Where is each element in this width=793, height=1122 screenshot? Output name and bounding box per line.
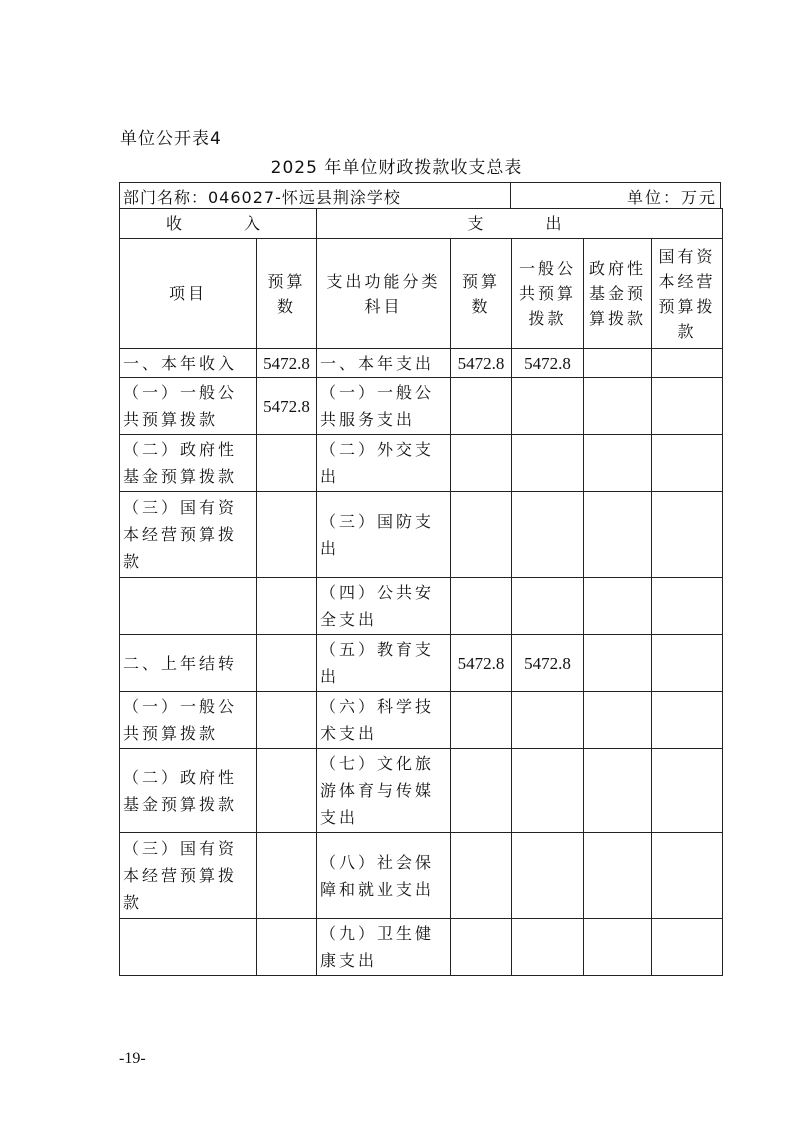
general-public-cell: [512, 378, 584, 435]
expense-budget-cell: [451, 578, 512, 635]
general-public-cell: [512, 692, 584, 749]
table-row: [120, 919, 723, 976]
page-title: 2025 年单位财政拨款收支总表: [270, 158, 523, 178]
income-budget-cell: 5472.8: [257, 349, 317, 378]
col-budget: 预算数: [257, 239, 317, 349]
col-function-class: 支出功能分类科目: [317, 239, 451, 349]
table-row: [120, 635, 723, 692]
expense-budget-cell: [451, 749, 512, 833]
income-item-cell: （三）国有资本经营预算拨款: [120, 492, 257, 578]
gov-fund-cell: [584, 349, 652, 378]
income-item-cell: （二）政府性基金预算拨款: [120, 435, 257, 492]
expense-budget-cell: [451, 692, 512, 749]
state-capital-cell: [652, 692, 723, 749]
income-item-cell: 二、上年结转: [120, 635, 257, 692]
general-public-cell: [512, 578, 584, 635]
col-state-capital: 国有资本经营预算拨款: [652, 239, 723, 349]
expense-budget-cell: [451, 492, 512, 578]
expense-budget-cell: 5472.8: [451, 635, 512, 692]
state-capital-cell: [652, 578, 723, 635]
table-row: [120, 435, 723, 492]
gov-fund-cell: [584, 435, 652, 492]
state-capital-cell: [652, 435, 723, 492]
col-budget-2: 预算数: [451, 239, 512, 349]
expense-item-cell: （五）教育支出: [317, 635, 451, 692]
col-gov-fund: 政府性基金预算拨款: [584, 239, 652, 349]
state-capital-cell: [652, 349, 723, 378]
general-public-cell: [512, 492, 584, 578]
table-row: [120, 378, 723, 435]
expense-item-cell: （八）社会保障和就业支出: [317, 833, 451, 919]
income-item-cell: （二）政府性基金预算拨款: [120, 749, 257, 833]
meta-divider: [510, 183, 511, 209]
col-general-public: 一般公共预算拨款: [512, 239, 584, 349]
income-budget-cell: [257, 435, 317, 492]
general-public-cell: [512, 833, 584, 919]
expense-item-cell: （四）公共安全支出: [317, 578, 451, 635]
gov-fund-cell: [584, 492, 652, 578]
general-public-cell: [512, 435, 584, 492]
expense-header: 支 出: [317, 209, 723, 239]
expense-budget-cell: 5472.8: [451, 349, 512, 378]
table-body: [120, 349, 723, 976]
state-capital-cell: [652, 833, 723, 919]
gov-fund-cell: [584, 692, 652, 749]
income-budget-cell: 5472.8: [257, 378, 317, 435]
gov-fund-cell: [584, 749, 652, 833]
income-budget-cell: [257, 578, 317, 635]
expense-item-cell: 一、本年支出: [317, 349, 451, 378]
income-item-cell: 一、本年收入: [120, 349, 257, 378]
table-row: [120, 749, 723, 833]
income-item-cell: [120, 578, 257, 635]
table-row: [120, 833, 723, 919]
general-public-cell: [512, 919, 584, 976]
state-capital-cell: [652, 378, 723, 435]
page-label: 单位公开表4: [120, 129, 222, 149]
expense-budget-cell: [451, 919, 512, 976]
income-item-cell: （一）一般公共预算拨款: [120, 692, 257, 749]
budget-table: [119, 208, 723, 976]
table-row: [120, 492, 723, 578]
expense-item-cell: （六）科学技术支出: [317, 692, 451, 749]
expense-budget-cell: [451, 833, 512, 919]
unit-label: 单位：万元: [626, 188, 717, 207]
gov-fund-cell: [584, 578, 652, 635]
state-capital-cell: [652, 749, 723, 833]
expense-budget-cell: [451, 378, 512, 435]
state-capital-cell: [652, 919, 723, 976]
department-name: 部门名称：046027-怀远县荆涂学校: [123, 188, 401, 207]
general-public-cell: 5472.8: [512, 349, 584, 378]
table-row: [120, 578, 723, 635]
gov-fund-cell: [584, 378, 652, 435]
table-row: [120, 692, 723, 749]
col-item: 项目: [120, 239, 257, 349]
income-budget-cell: [257, 833, 317, 919]
expense-item-cell: （二）外交支出: [317, 435, 451, 492]
expense-item-cell: （九）卫生健康支出: [317, 919, 451, 976]
table-meta-row: [119, 182, 721, 208]
income-item-cell: （一）一般公共预算拨款: [120, 378, 257, 435]
gov-fund-cell: [584, 635, 652, 692]
expense-item-cell: （三）国防支出: [317, 492, 451, 578]
expense-item-cell: （七）文化旅游体育与传媒支出: [317, 749, 451, 833]
gov-fund-cell: [584, 833, 652, 919]
gov-fund-cell: [584, 919, 652, 976]
income-item-cell: [120, 919, 257, 976]
table-row: [120, 349, 723, 378]
state-capital-cell: [652, 635, 723, 692]
income-budget-cell: [257, 749, 317, 833]
expense-budget-cell: [451, 435, 512, 492]
general-public-cell: [512, 749, 584, 833]
expense-item-cell: （一）一般公共服务支出: [317, 378, 451, 435]
income-budget-cell: [257, 692, 317, 749]
income-item-cell: （三）国有资本经营预算拨款: [120, 833, 257, 919]
income-header: 收 入: [120, 209, 317, 239]
income-budget-cell: [257, 635, 317, 692]
income-budget-cell: [257, 492, 317, 578]
general-public-cell: 5472.8: [512, 635, 584, 692]
income-budget-cell: [257, 919, 317, 976]
state-capital-cell: [652, 492, 723, 578]
page-number: -19-: [119, 1050, 146, 1067]
